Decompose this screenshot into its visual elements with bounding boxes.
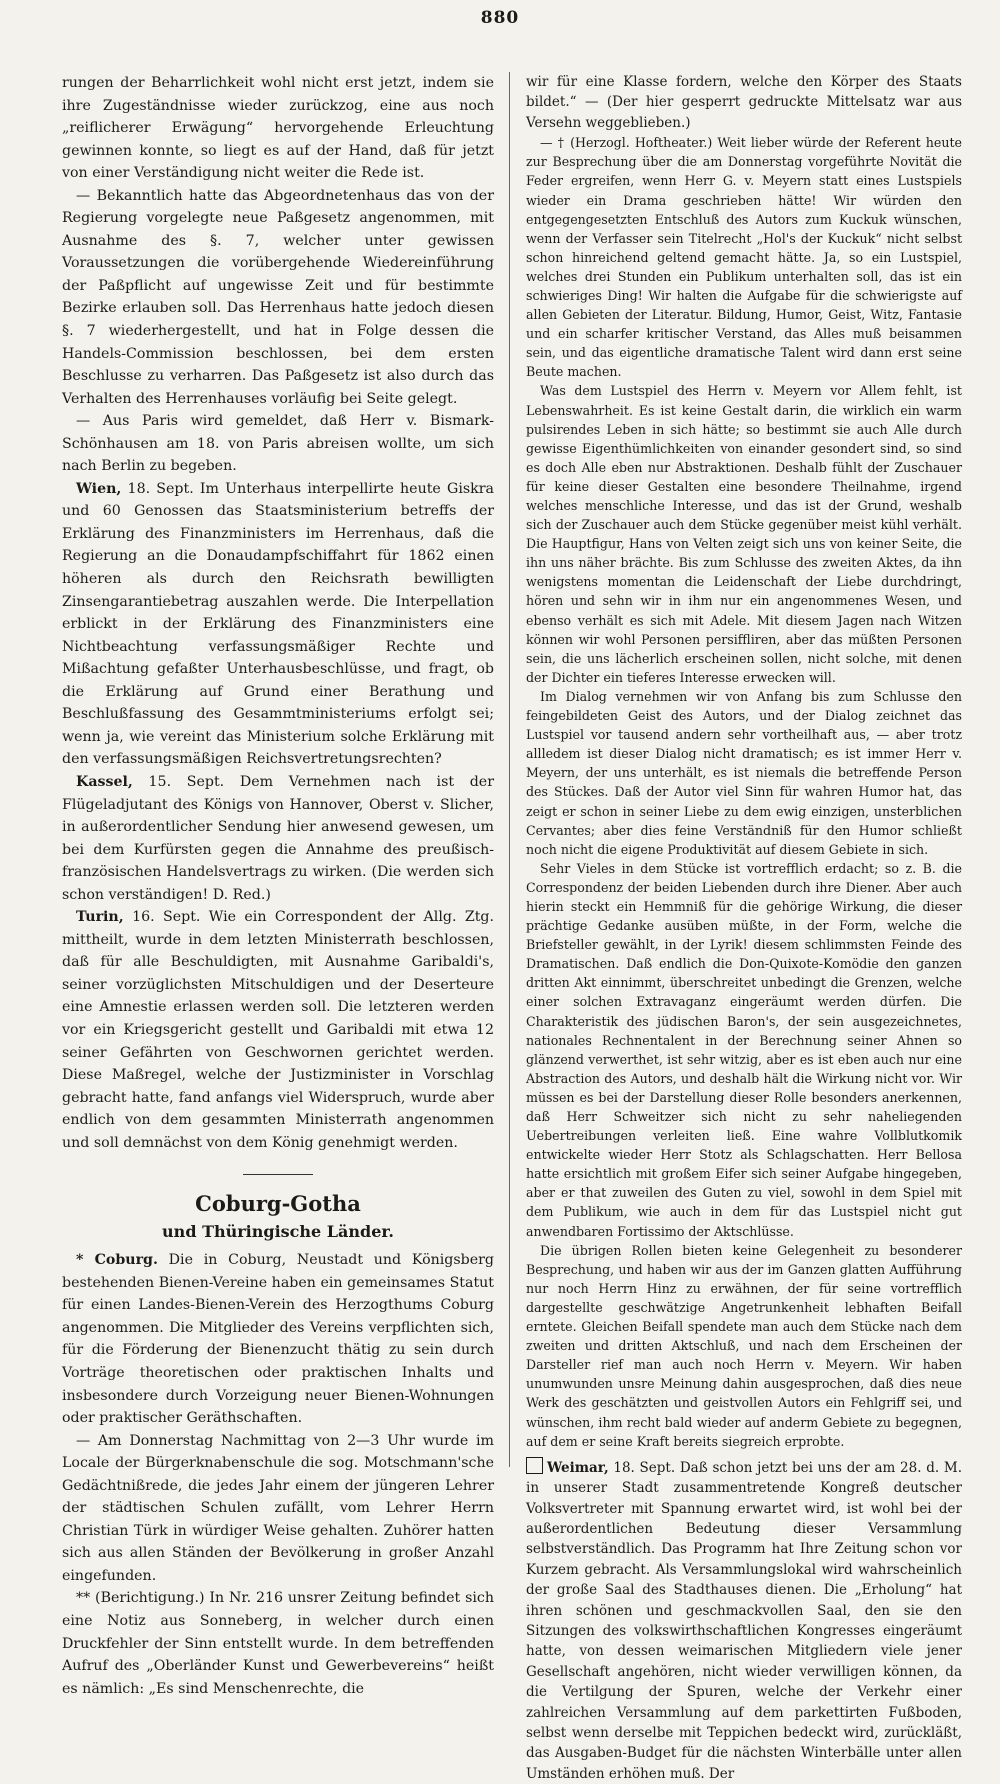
news-text: 18. Sept. Daß schon jetzt bei uns der am 28. d. M. in unserer Stadt zusammentretende Kongreß deutscher Volksvertreter mit Spannung erwartet wird, ist wohl bei der außerordentlichen Bedeutung dieser Versammlung selbstverständlich. Das Programm hat Ihre Zeitung schon vor Kurzem gebracht. Als Versammlungslokal wird wahrscheinlich der große Saal des Stadthauses dienen. Die „Erholung“ hat ihren schönen und geschmackvollen Saal, den sie den Sitzungen des volkswirthschaftlichen Kongresses eingeräumt hatte, von dessen weimarischen Mitgliedern viele jener Gesellschaft angehören, nicht wieder verwilligen können, da die Vertilgung der Spuren, welche der Verkehr einer zahlreichen Versammlung auf dem parkettirten Fußboden, selbst wenn derselbe mit Teppichen bedeckt wird, zurückläßt, das Ausgaben-Budget für die nächsten Winterbälle unter allen Umständen erhöhen muß. Der [526,1459,962,1782]
dateline-place: * Coburg. [76,1252,158,1269]
theater-review-paragraph: Im Dialog vernehmen wir von Anfang bis zum Schlusse den feingebildeten Geist des Autors, und der Dialog zeichnet das Lustspiel vor tausend andern sehr vortheilhaft aus, — aber trotz allledem ist dieser Dialog nicht dramatisch; es ist immer Herr v. Meyern, der uns unterhält, es ist niemals die betreffende Person des Stückes. Daß der Autor viel Sinn für wahren Humor hat, das zeigt er schon in seiner Liebe zu dem ewig einzigen, unsterblichen Cervantes; aber dies feine Verständniß für den Humor schließt noch nicht die eigene Produktivität auf diesem Gebiete in sich. [526,688,962,857]
dateline-place: Wien, [76,480,122,497]
dateline-place: Turin, [76,909,124,926]
news-text: 18. Sept. Im Unterhaus interpellirte heute Giskra und 60 Genossen das Staatsministerium betreffs der Erklärung des Finanzministers im Herrenhaus, daß die Regierung an die Donaudampfschiffahrt für 1862 einen höheren als durch den Reichsrath bewilligten Zinsengarantiebetrag auszahlen werde. Die Interpellation erblickt in der Erklärung des Finanzministers eine Nichtbeachtung verfassungsmäßiger Rechte und Mißachtung gefaßter Unterhausbeschlüsse, und fragt, ob die Erklärung auf Grund einer Berathung und Beschlußfassung des Gesammtministeriums erfolgt sei; wenn ja, wie vereint das Ministerium solche Erklärung mit den verfassungsmäßigen Reichsvertretungsrechten? [62,480,494,768]
article-paragraph: — Aus Paris wird gemeldet, daß Herr v. Bismark-Schönhausen am 18. von Paris abreisen wollte, um sich nach Berlin zu begeben. [62,413,494,475]
article-paragraph: — Bekanntlich hatte das Abgeordnetenhaus das von der Regierung vorgelegte neue Paßgesetz angenommen, mit Ausnahme des §. 7, welcher unter gewissen Voraussetzungen die vorübergehende Wiedereinführung der Paßpflicht auf ungewisse Zeit und für bestimmte Bezirke erlauben soll. Das Herrenhaus hatte jedoch diesen §. 7 wiederhergestellt, und hat in Folge dessen die Handels-Commission beschlossen, bei dem ersten Beschlusse zu verharren. Das Paßgesetz ist also durch das Verhalten des Herrenhauses vorläufig bei Seite gelegt. [62,187,494,407]
page-number: 880 [480,8,520,28]
left-column [62,72,495,1697]
news-item-weimar [526,1457,962,1784]
right-column [526,72,962,1782]
section-heading: Coburg-Gotha [195,1191,361,1217]
news-item-kassel [62,771,494,906]
news-item-wien [62,478,494,771]
dateline-place: Weimar, [547,1459,609,1476]
theater-review-paragraph: Was dem Lustspiel des Herrn v. Meyern vor Allem fehlt, ist Lebenswahrheit. Es ist keine Gestalt darin, die wirklich ein warm pulsirendes Leben in sich hätte; so bestimmt sie auch Alle durch gewisse Eigenthümlichkeiten von einander gesondert sind, so sind es doch Alle eben nur Abstraktionen. Deshalb fühlt der Zuschauer für keine dieser Gestalten eine besondere Theilnahme, irgend welches menschliche Interesse, und das ist der Grund, weshalb sich der Zuschauer auch dem Stücke gegenüber meist kühl verhält. Die Hauptfigur, Hans von Velten zeigt sich uns von keiner Seite, die ihn uns näher brächte. Bis zum Schlusse des zweiten Aktes, da ihn wenigstens momentan die Leidenschaft der Liebe durchdringt, hören und sehn wir in ihm nur ein angenommenes Wesen, und ebenso verhält es sich mit Adele. Mit diesem Jagen nach Witzen können wir wohl Personen persiffliren, aber das müßten Personen sein, die uns lächerlich erscheinen sollen, nicht solche, mit denen der Dichter ein tieferes Interesse erwecken will. [526,383,962,685]
dateline-place: Kassel, [76,773,133,790]
news-text: 16. Sept. Wie ein Correspondent der Allg. Ztg. mittheilt, wurde in dem letzten Ministerrath beschlossen, daß für alle Beschuldigten, mit Ausnahme Garibaldi's, seiner vorzüglichsten Mitschuldigen und der Deserteure eine Amnestie erlassen werden soll. Die letzteren werden vor ein Kriegsgericht gestellt und Garibaldi mit etwa 12 seiner Gefährten von Geschwornen gerichtet werden. Diese Maßregel, welche der Justizminister in Vorschlag gebracht hatte, fand anfangs viel Widerspruch, wurde aber endlich von dem gesammten Ministerrath angenommen und soll demnächst von dem König genehmigt werden. [62,909,494,1151]
news-item-coburg [62,1249,494,1429]
column-divider [509,72,510,1467]
theater-review-paragraph: Die übrigen Rollen bieten keine Gelegenheit zu besonderer Besprechung, und haben wir aus der im Ganzen glatten Aufführung nur noch Herrn Hinz zu erwähnen, der für seine vortrefflich dargestellte geschwätzige Angetrunkenheit lebhaften Beifall erntete. Gleichen Beifall spendete man auch dem Stücke nach dem zweiten und dritten Aktschluß, und nach dem Erscheinen der Darsteller rief man auch noch Herrn v. Meyern. Wir haben unumwunden unsre Meinung dahin ausgesprochen, daß dies neue Werk des geschätzten und geistvollen Autors ein Fehlgriff sei, und wünschen, ihm recht bald wieder auf anderm Gebiete zu begegnen, auf dem er seine Kraft bereits siegreich erprobte. [526,1242,962,1449]
theater-review-paragraph: Sehr Vieles in dem Stücke ist vortrefflich erdacht; so z. B. die Correspondenz der beiden Liebenden durch ihre Diener. Aber auch hierin steckt ein Hemmniß für die gehörige Wirkung, die dieser prächtige Gedanke ausüben müßte, in der Form, welche die Briefsteller gewählt, in der Lyrik! diesem schlimmsten Feinde des Dramatischen. Daß endlich die Don-Quixote-Komödie den ganzen dritten Akt einnimmt, überschreitet unbedingt die Grenzen, welche einer solchen Extravaganz eingeräumt werden dürfen. Die Charakteristik des jüdischen Baron's, der sein ausgezeichnetes, nationales Rechnentalent in der Berechnung seiner Ahnen so glänzend verwerthet, ist sehr witzig, aber es ist eben auch nur eine Abstraction des Autors, und deshalb hält die Wirkung nicht vor. Wir müssen es bei der Darstellung dieser Rolle besonders anerkennen, daß Herr Schweitzer sich nicht zu sehr naheliegenden Uebertreibungen verleiten ließ. Eine wahre Vollblutkomik entwickelte wieder Herr Stotz als Schlagschatten. Herr Bellosa hatte ersichtlich mit großem Eifer sich seiner Aufgabe hingegeben, aber er that zuweilen des Guten zu viel, sowohl in dem Spiel mit dem Publikum, wie auch in dem für das Lustspiel nicht gut anwendbaren Fortissimo der Aktschlüsse. [526,860,962,1239]
section-subheading: und Thüringische Länder. [162,1222,394,1242]
section-divider [243,1174,313,1175]
news-text: 15. Sept. Dem Vernehmen nach ist der Flügeladjutant des Königs von Hannover, Oberst v. Slicher, in außerordentlicher Sendung hier anwesend gewesen, um bei dem Kurfürsten gegen die Annahme des preußisch-französischen Handelsvertrags zu wirken. (Die werden sich schon verständigen! D. Red.) [62,773,494,903]
news-text: Die in Coburg, Neustadt und Königsberg bestehenden Bienen-Vereine haben ein gemeinsames Statut für einen Landes-Bienen-Verein des Herzogthums Coburg angenommen. Die Mitglieder des Vereins verpflichten sich, für die Förderung der Bienenzucht thätig zu sein durch Vorträge theoretischen oder praktischen Inhalts und insbesondere durch Vorzeigung neuer Bienen-Wohnungen oder praktischer Geräthschaften. [62,1252,495,1427]
article-paragraph: ** (Berichtigung.) In Nr. 216 unsrer Zeitung befindet sich eine Notiz aus Sonneberg, in welcher durch einen Druckfehler der Sinn entstellt wurde. In dem betreffenden Aufruf des „Oberländer Kunst und Gewerbevereins“ heißt es nämlich: „Es sind Menschenrechte, die [62,1590,494,1697]
theater-review-paragraph: — † (Herzogl. Hoftheater.) Weit lieber würde der Referent heute zur Besprechung über die am Donnerstag vorgeführte Novität die Feder ergreifen, wenn Herr G. v. Meyern statt eines Lustspiels wieder ein Drama geschrieben hätte! Wir würden den entgegengesetzten Entschluß des Autors zum Kuckuk wünschen, wenn der Verfasser sein Titelrecht „Hol's der Kuckuk“ nicht selbst schon hinreichend geltend gemacht hätte. Ja, so ein Lustspiel, welches drei Stunden ein Publikum unterhalten soll, das ist ein schwieriges Ding! Wir halten die Aufgabe für die schwierigste auf allen Gebieten der Literatur. Bildung, Humor, Geist, Witz, Fantasie und ein scharfer kritischer Verstand, das Alles muß beisammen sein, und das eigentliche dramatische Talent wird dann erst seine Beute machen. [526,135,962,380]
article-paragraph: wir für eine Klasse fordern, welche den Körper des Staats bildet.“ — (Der hier gesperrt gedruckte Mittelsatz war aus Versehn weggeblieben.) [526,74,962,131]
article-paragraph: rungen der Beharrlichkeit wohl nicht erst jetzt, indem sie ihre Zugeständnisse wieder zurückzog, eine aus noch „reiflicherer Erwägung“ hervorgehende Erleuchtung gewinnen konnte, so liegt es auf der Hand, daß für jetzt von einer Verständigung nicht weiter die Rede ist. [62,75,494,182]
article-paragraph: — Am Donnerstag Nachmittag von 2—3 Uhr wurde im Locale der Bürgerknabenschule die sog. Motschmann'sche Gedächtnißrede, die jedes Jahr einem der jüngeren Lehrer der städtischen Schulen zufällt, vom Lehrer Herrn Christian Türk in würdiger Weise gehalten. Zuhörer hatten sich aus allen Ständen der Bevölkerung in großer Anzahl eingefunden. [62,1432,494,1584]
square-marker-icon [526,1457,543,1474]
news-item-turin [62,906,494,1154]
